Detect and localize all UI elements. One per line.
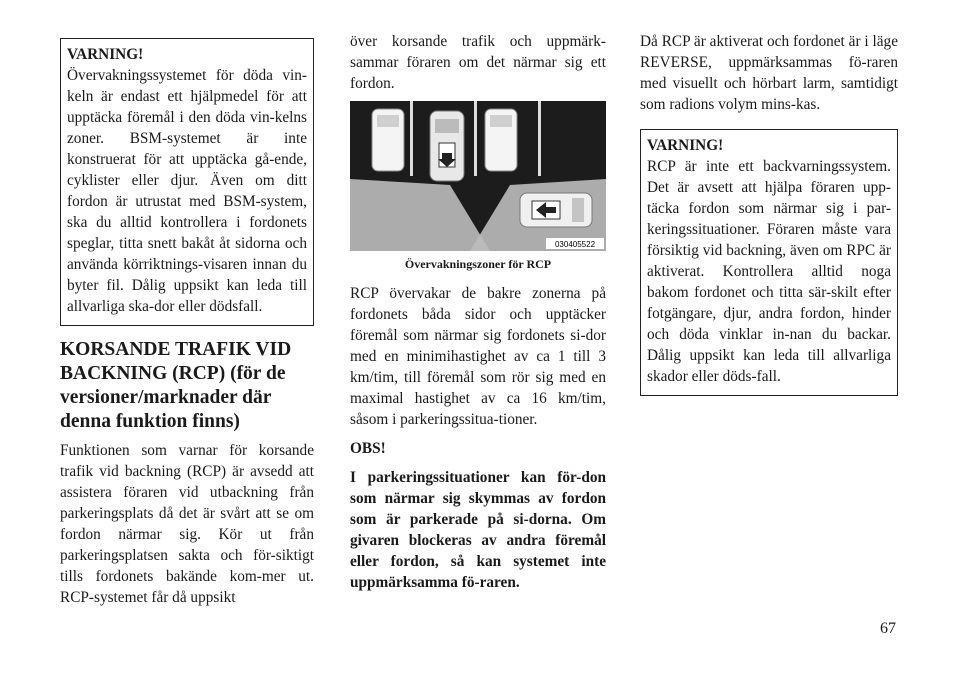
- figure-rcp-zones: [350, 101, 606, 275]
- column-1: [60, 38, 314, 608]
- rcp-zones-illustration: [350, 101, 606, 251]
- warning-box-bsm: [60, 38, 314, 326]
- body-paragraph: Funktionen som varnar för korsande trafik vid backning (RCP) är avsedd att assistera föraren vid utbackning från parkeringsplats då det är svårt att se om fordon närmar sig. Kör ut från parkeringsplatsen sakta och för-siktigt tills fordonets bakände kom-mer ut. RCP-systemet får då uppsikt: [60, 442, 314, 606]
- note-text: I parkeringssituationer kan för-don som närmar sig skymmas av fordon som är parkerade på si-dorna. Om givaren blockeras av andra föremål eller fordon, så kan systemet inte uppmärksamma fö-raren.: [350, 469, 606, 591]
- note-label: OBS!: [350, 440, 386, 457]
- column-2: [350, 31, 606, 593]
- warning-title: VARNING!: [647, 137, 724, 154]
- page-number: 67: [880, 620, 896, 637]
- body-paragraph: Då RCP är aktiverat och fordonet är i läge REVERSE, uppmärksammas fö-raren med visuellt och hörbart larm, samtidigt som radions volym mins-kas.: [640, 33, 898, 113]
- figure-code: 030405522: [554, 240, 596, 249]
- body-paragraph: över korsande trafik och uppmärk-sammar föraren om det närmar sig ett fordon.: [350, 33, 606, 92]
- section-heading-rcp: KORSANDE TRAFIK VID BACKNING (RCP) (för de versioner/marknader där denna funktion finns): [60, 339, 292, 432]
- warning-text: RCP är inte ett backvarningssystem. Det är avsett att hjälpa föraren upp-täcka fordon som närmar sig i par-keringssituationer. Föraren måste vara försiktig vid backning, även om RPC är aktiverat. Kontrollera alltid noga bakom fordonet och titta sär-skilt efter fotgängare, djur, andra fordon, hinder och döda vinklar in-nan du backar. Dålig uppsikt kan leda till allvarliga skador eller döds-fall.: [647, 158, 891, 385]
- column-3: [640, 31, 898, 396]
- body-paragraph: RCP övervakar de bakre zonerna på fordonets båda sidor och upptäcker föremål som närmar sig fordonets si-dor med en minimihastighet av ca 1 till 3 km/tim, till föremål som rör sig med en maximal hastighet av ca 16 km/tim, såsom i parkeringssitua-tioner.: [350, 285, 606, 428]
- figure-caption: Övervakningszoner för RCP: [404, 257, 552, 271]
- warning-box-rcp: [640, 129, 898, 396]
- warning-text: Övervakningssystemet för döda vin-keln är endast ett hjälpmedel för att upptäcka föremål i den döda vin-kelns zoner. BSM-systemet är inte konstruerat för att upptäcka gå-ende, cyklister eller djur. Även om ditt fordon är utrustat med BSM-system, ska du alltid kontrollera i fordonets speglar, titta snett bakåt åt sidorna och använda körriktnings-visaren innan du byter fil. Dålig uppsikt kan leda till allvarliga ska-dor eller dödsfall.: [67, 67, 307, 315]
- warning-title: VARNING!: [67, 46, 144, 63]
